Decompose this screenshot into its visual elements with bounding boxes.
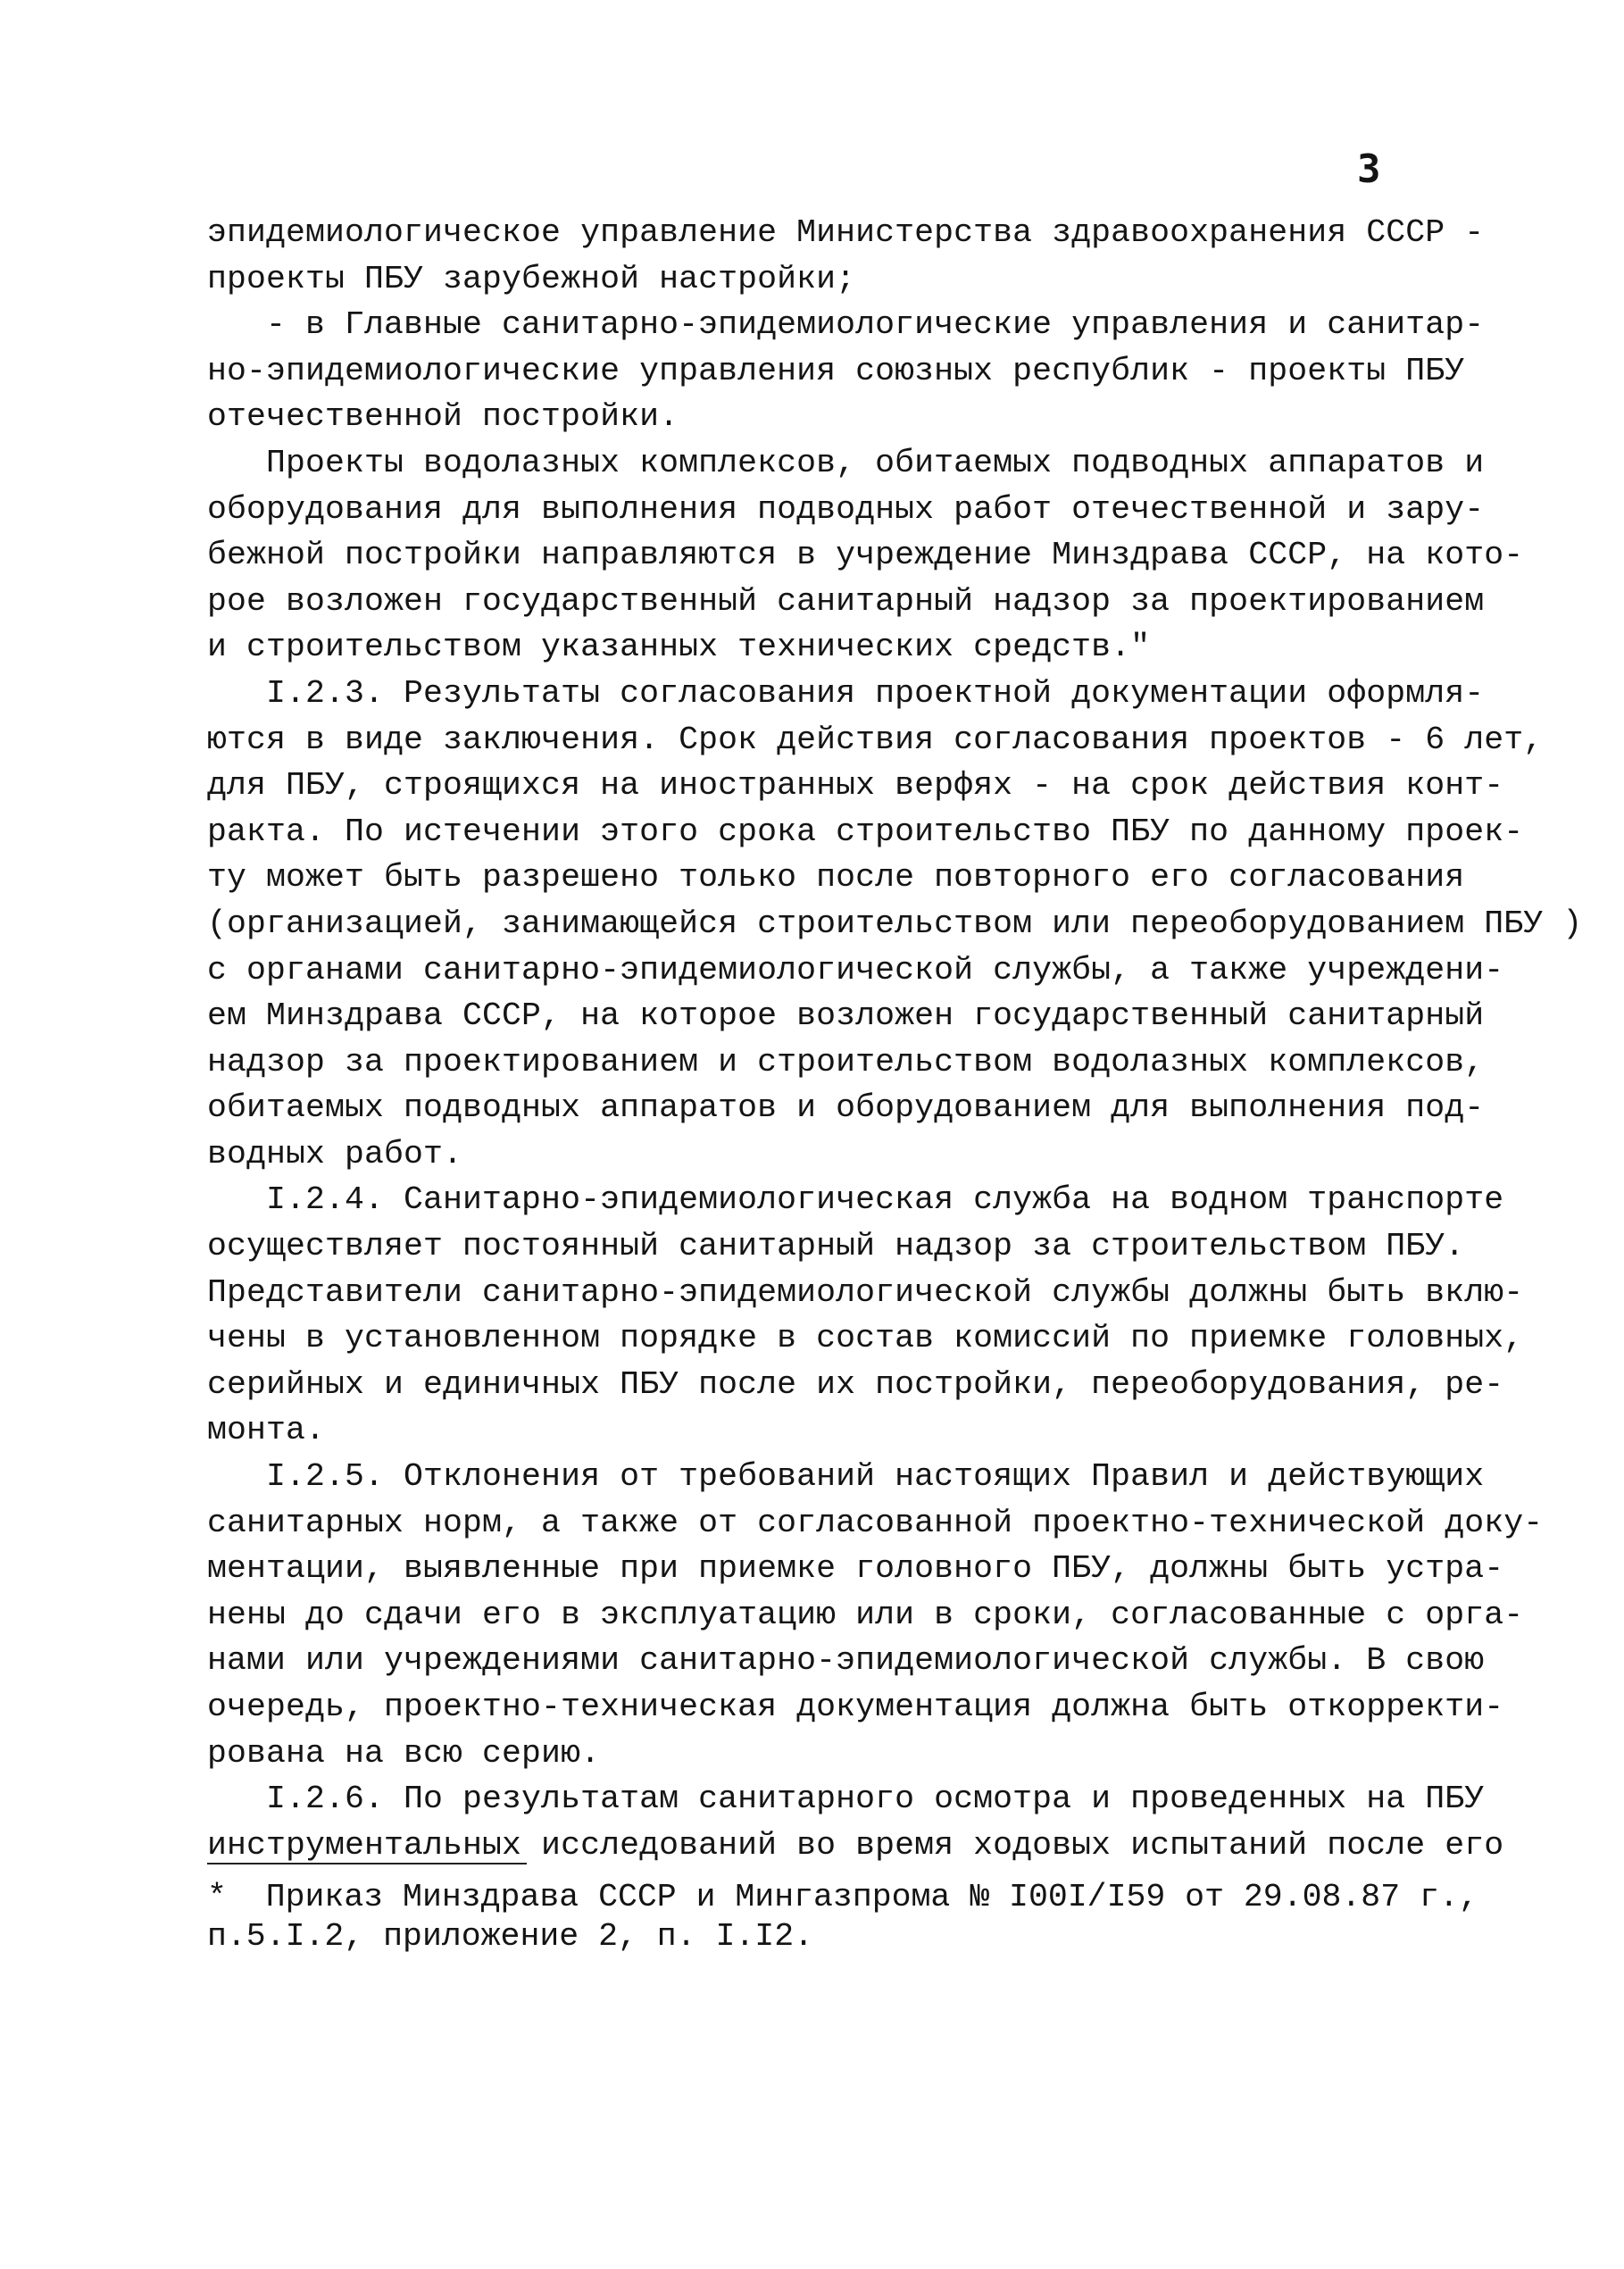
- text-line: монта.: [207, 1412, 326, 1449]
- footnote-divider: [207, 1863, 527, 1864]
- text-line: ту может быть разрешено только после повторного его согласования: [207, 859, 1465, 897]
- text-line: ем Минздрава СССР, на которое возложен государственный санитарный: [207, 997, 1485, 1035]
- footnote: [207, 1878, 1478, 1956]
- text-line: I.2.4. Санитарно-эпидемиологическая служба на водном транспорте: [207, 1181, 1504, 1219]
- text-line: серийных и единичных ПБУ после их постройки, переоборудования, ре-: [207, 1365, 1504, 1403]
- text-line: Проекты водолазных комплексов, обитаемых подводных аппаратов и: [207, 444, 1485, 481]
- text-line: ракта. По истечении этого срока строительство ПБУ по данному проек-: [207, 813, 1524, 850]
- text-line: для ПБУ, строящихся на иностранных верфях - на срок действия конт-: [207, 767, 1504, 805]
- text-line: эпидемиологическое управление Министерства здравоохранения СССР -: [207, 214, 1485, 251]
- text-line: инструментальных исследований во время ходовых испытаний после его: [207, 1826, 1504, 1864]
- text-line: - в Главные санитарно-эпидемиологические управления и санитар-: [207, 306, 1485, 344]
- text-line: чены в установленном порядке в состав комиссий по приемке головных,: [207, 1320, 1524, 1357]
- text-line: осуществляет постоянный санитарный надзор за строительством ПБУ.: [207, 1228, 1465, 1265]
- text-line: водных работ.: [207, 1135, 463, 1172]
- text-line: рое возложен государственный санитарный надзор за проектированием: [207, 582, 1485, 620]
- page-number: 3: [1357, 146, 1381, 192]
- text-line: Представители санитарно-эпидемиологической службы должны быть вклю-: [207, 1273, 1524, 1311]
- main-text: [207, 210, 1583, 1868]
- text-line: отечественной постройки.: [207, 398, 679, 436]
- text-line: надзор за проектированием и строительством водолазных комплексов,: [207, 1043, 1485, 1080]
- footnote-line: * Приказ Минздрава СССР и Мингазпрома № I00I/I59 от 29.08.87 г.,: [207, 1879, 1478, 1915]
- text-line: нены до сдачи его в эксплуатацию или в сроки, согласованные с орга-: [207, 1596, 1524, 1633]
- text-line: ются в виде заключения. Срок действия согласования проектов - 6 лет,: [207, 721, 1544, 758]
- text-line: оборудования для выполнения подводных работ отечественной и зару-: [207, 490, 1485, 528]
- text-line: рована на всю серию.: [207, 1734, 601, 1772]
- text-line: нами или учреждениями санитарно-эпидемиологической службы. В свою: [207, 1642, 1485, 1680]
- footnote-line: п.5.I.2, приложение 2, п. I.I2.: [207, 1918, 814, 1955]
- text-line: ментации, выявленные при приемке головного ПБУ, должны быть устра-: [207, 1550, 1504, 1588]
- text-line: санитарных норм, а также от согласованной проектно-технической доку-: [207, 1504, 1544, 1541]
- text-line: I.2.5. Отклонения от требований настоящих Правил и действующих: [207, 1458, 1485, 1496]
- text-line: обитаемых подводных аппаратов и оборудованием для выполнения под-: [207, 1089, 1485, 1127]
- text-line: проекты ПБУ зарубежной настройки;: [207, 260, 856, 297]
- text-line: очередь, проектно-техническая документация должна быть откорректи-: [207, 1689, 1504, 1725]
- text-line: но-эпидемиологические управления союзных республик - проекты ПБУ: [207, 352, 1465, 389]
- text-line: (организацией, занимающейся строительством или переоборудованием ПБУ ): [207, 905, 1583, 942]
- text-line: бежной постройки направляются в учреждение Минздрава СССР, на кото-: [207, 537, 1524, 574]
- text-line: I.2.6. По результатам санитарного осмотра и проведенных на ПБУ: [207, 1781, 1485, 1818]
- text-line: и строительством указанных технических средств.": [207, 629, 1151, 666]
- text-line: I.2.3. Результаты согласования проектной документации оформля-: [207, 674, 1485, 712]
- text-line: с органами санитарно-эпидемиологической службы, а также учреждени-: [207, 951, 1504, 989]
